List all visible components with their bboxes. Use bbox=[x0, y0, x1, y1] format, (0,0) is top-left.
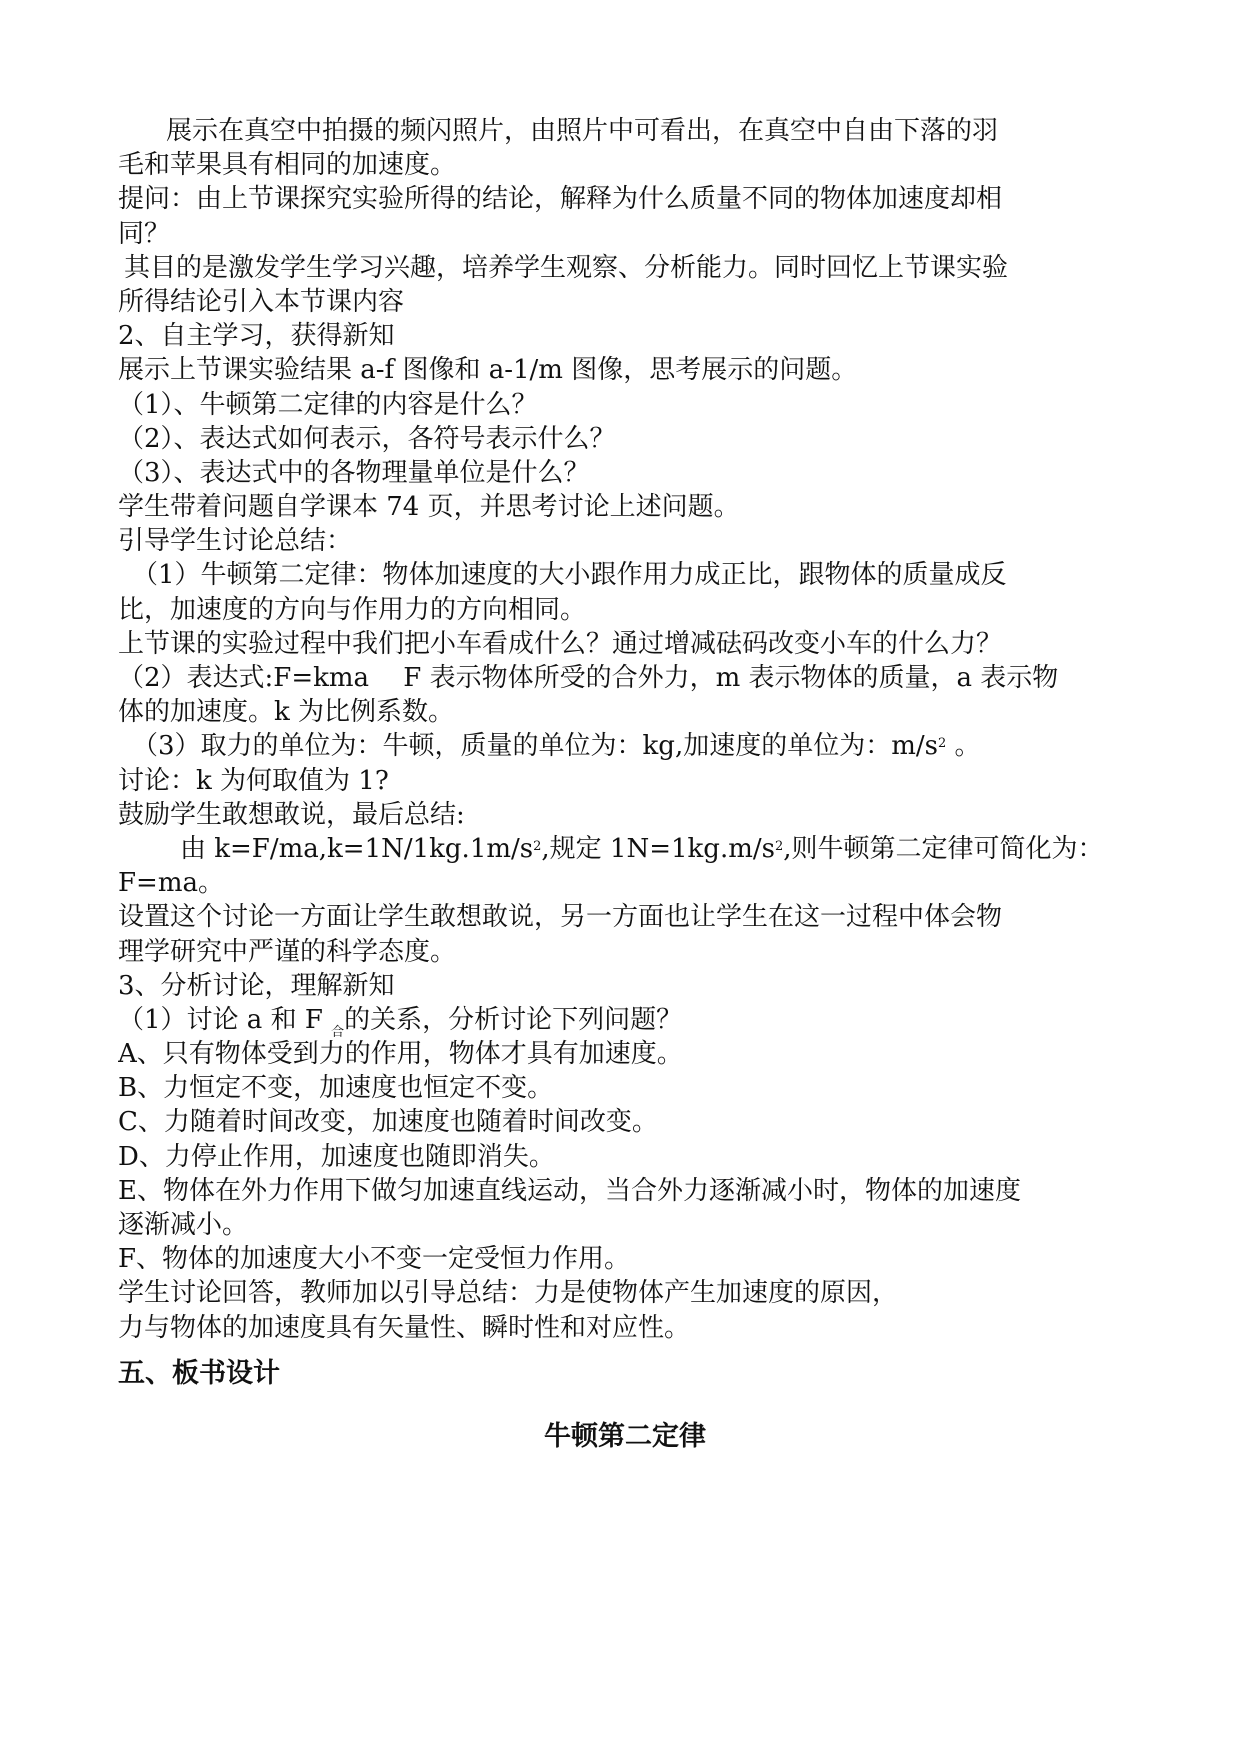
paragraph-line: 鼓励学生敢想敢说，最后总结: bbox=[118, 799, 465, 830]
document-body bbox=[118, 114, 1128, 1454]
option-item: A、只有物体受到力的作用，物体才具有加速度。 bbox=[118, 1039, 683, 1070]
superscript: 2 bbox=[533, 838, 542, 854]
paragraph-line: 力与物体的加速度具有矢量性、瞬时性和对应性。 bbox=[118, 1312, 691, 1343]
paragraph-line: 展示上节课实验结果 a-f 图像和 a-1/m 图像，思考展示的问题。 bbox=[118, 355, 858, 386]
question-item bbox=[118, 1003, 1128, 1037]
question-line: 同？ bbox=[118, 218, 171, 249]
summary-item bbox=[118, 729, 1128, 763]
text-run: 由 k=F/ma,k=1N/1kg.1m/s bbox=[180, 833, 534, 864]
option-item: 逐渐减小。 bbox=[118, 1210, 249, 1240]
step-heading: 3、分析讨论，理解新知 bbox=[118, 970, 395, 1001]
paragraph-line: 讨论：k 为何取值为 1? bbox=[118, 765, 389, 796]
formula-line: F=ma。 bbox=[118, 868, 224, 899]
option-item: D、力停止作用，加速度也随即消失。 bbox=[118, 1141, 555, 1172]
question-item: （3）、表达式中的各物理量单位是什么？ bbox=[118, 457, 590, 488]
superscript: 2 bbox=[774, 838, 784, 854]
subscript: 合 bbox=[331, 1024, 345, 1038]
paragraph-line: 学生带着问题自学课本 74 页，并思考讨论上述问题。 bbox=[118, 492, 740, 523]
summary-item: 比，加速度的方向与作用力的方向相同。 bbox=[118, 594, 587, 625]
paragraph-line: 其目的是激发学生学习兴趣，培养学生观察、分析能力。同时回忆上节课实验 bbox=[124, 252, 1009, 283]
option-item: F、物体的加速度大小不变一定受恒力作用。 bbox=[118, 1244, 631, 1275]
summary-item: 体的加速度。k 为比例系数。 bbox=[118, 697, 455, 728]
section-heading: 五、板书设计 bbox=[118, 1357, 280, 1389]
option-item: E、物体在外力作用下做匀加速直线运动，当合外力逐渐减小时，物体的加速度 bbox=[118, 1175, 1021, 1206]
option-item: C、力随着时间改变，加速度也随着时间改变。 bbox=[118, 1107, 658, 1138]
text-run: 的关系，分析讨论下列问题？ bbox=[344, 1004, 683, 1035]
text-run: ,则牛顿第二定律可简化为： bbox=[783, 833, 1104, 864]
summary-item: （2）表达式:F=kma F 表示物体所受的合外力，m 表示物体的质量，a 表示物 bbox=[118, 663, 1059, 693]
paragraph-line: 展示在真空中拍摄的频闪照片，由照片中可看出，在真空中自由下落的羽 bbox=[166, 116, 999, 146]
board-title: 牛顿第二定律 bbox=[544, 1420, 706, 1452]
option-item: B、力恒定不变，加速度也恒定不变。 bbox=[118, 1073, 554, 1104]
formula-line bbox=[118, 832, 1128, 866]
question-line: 提问：由上节课探究实验所得的结论，解释为什么质量不同的物体加速度却相 bbox=[118, 184, 1003, 215]
step-heading: 2、自主学习，获得新知 bbox=[118, 321, 395, 352]
text-run: ,规定 1N=1kg.m/s bbox=[541, 833, 775, 864]
paragraph-line: 上节课的实验过程中我们把小车看成什么？通过增减砝码改变小车的什么力？ bbox=[118, 628, 1003, 659]
text-run: （1）讨论 a 和 F bbox=[118, 1004, 332, 1035]
paragraph-line: 毛和苹果具有相同的加速度。 bbox=[118, 150, 457, 181]
paragraph-line: 设置这个讨论一方面让学生敢想敢说，另一方面也让学生在这一过程中体会物 bbox=[118, 902, 1003, 933]
summary-item: （1）牛顿第二定律：物体加速度的大小跟作用力成正比，跟物体的质量成反 bbox=[132, 560, 1007, 591]
paragraph-line: 理学研究中严谨的科学态度。 bbox=[118, 936, 457, 967]
paragraph-line: 所得结论引入本节课内容 bbox=[118, 286, 405, 317]
text-run: （3）取力的单位为：牛顿，质量的单位为：kg,加速度的单位为：m/s bbox=[132, 731, 938, 762]
question-item: （2）、表达式如何表示，各符号表示什么？ bbox=[118, 423, 616, 454]
paragraph-line: 学生讨论回答，教师加以引导总结：力是使物体产生加速度的原因， bbox=[118, 1278, 899, 1309]
superscript: 2 bbox=[937, 736, 947, 752]
question-item: （1）、牛顿第二定律的内容是什么？ bbox=[118, 389, 538, 420]
text-run: 。 bbox=[946, 731, 981, 762]
paragraph-line: 引导学生讨论总结： bbox=[118, 526, 353, 557]
